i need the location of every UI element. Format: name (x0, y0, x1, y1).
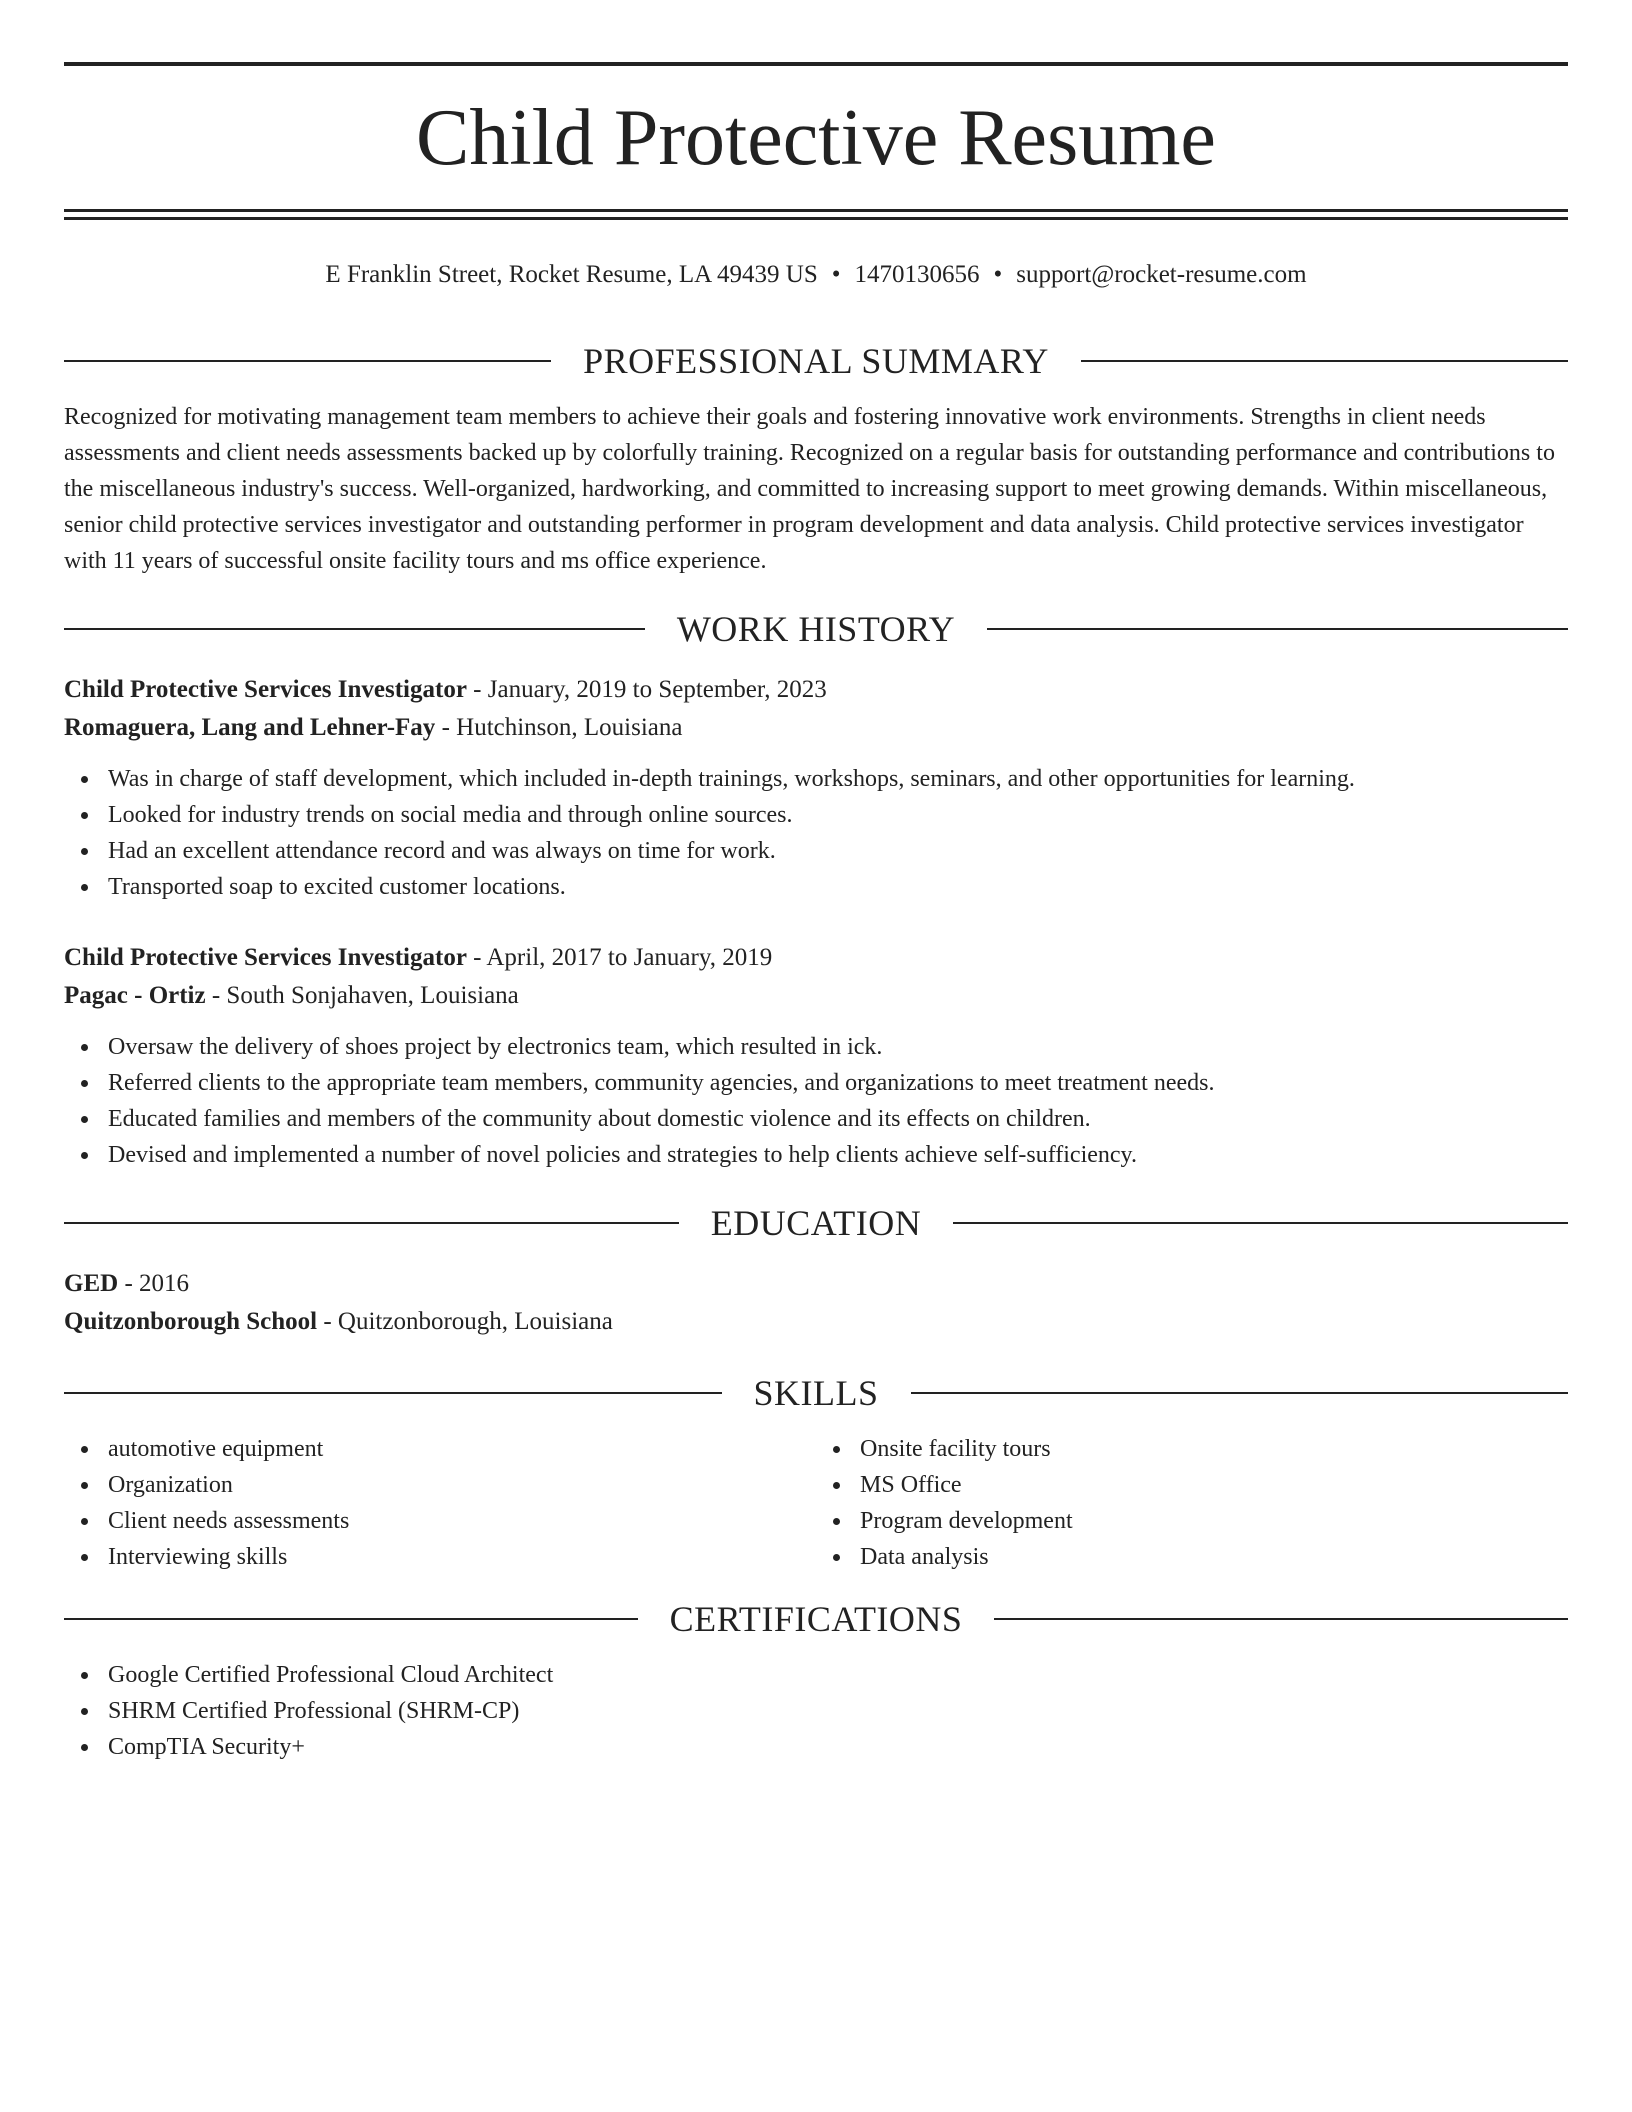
list-item: Educated families and members of the community about domestic violence and its effects on children. (64, 1101, 1568, 1137)
job-bullets (64, 1029, 1568, 1173)
heading-rule (64, 360, 551, 362)
list-item: Oversaw the delivery of shoes project by electronics team, which resulted in ick. (64, 1029, 1568, 1065)
job-company-line (64, 977, 1568, 1015)
heading-rule (64, 628, 645, 630)
list-item: Program development (816, 1503, 1568, 1539)
job-company-line (64, 709, 1568, 747)
education-degree-line (64, 1265, 1568, 1303)
title-double-rule (64, 209, 1568, 220)
job-dates: - April, 2017 to January, 2019 (466, 944, 773, 971)
heading-rule (1081, 360, 1568, 362)
contact-line (64, 262, 1568, 297)
list-item: MS Office (816, 1467, 1568, 1503)
job-dates: - January, 2019 to September, 2023 (466, 676, 827, 703)
list-item: Devised and implemented a number of novel policies and strategies to help clients achieve self-sufficiency. (64, 1137, 1568, 1173)
job-location: - South Sonjahaven, Louisiana (205, 982, 519, 1009)
education-location: - Quitzonborough, Louisiana (317, 1308, 613, 1335)
education-school: Quitzonborough School (64, 1308, 318, 1335)
education-year: - 2016 (118, 1270, 190, 1297)
list-item: Google Certified Professional Cloud Architect (64, 1657, 1568, 1693)
education-school-line (64, 1303, 1568, 1341)
contact-separator: • (993, 261, 1003, 288)
job-location: - Hutchinson, Louisiana (435, 714, 683, 741)
section-title: CERTIFICATIONS (669, 1599, 963, 1639)
skills-column-left (64, 1431, 816, 1575)
section-title: PROFESSIONAL SUMMARY (583, 341, 1049, 381)
contact-separator: • (831, 261, 841, 288)
section-heading-skills (64, 1373, 1568, 1413)
list-item: Onsite facility tours (816, 1431, 1568, 1467)
list-item: Interviewing skills (64, 1539, 816, 1575)
contact-address: E Franklin Street, Rocket Resume, LA 49439 US (325, 261, 818, 288)
list-item: Client needs assessments (64, 1503, 816, 1539)
job-title-line (64, 939, 1568, 977)
heading-rule (911, 1392, 1569, 1394)
heading-rule (994, 1618, 1568, 1620)
job-entry (64, 671, 1568, 905)
certifications-list (64, 1657, 1568, 1765)
list-item: SHRM Certified Professional (SHRM-CP) (64, 1693, 1568, 1729)
contact-email: support@rocket-resume.com (1016, 261, 1307, 288)
section-title: EDUCATION (710, 1203, 922, 1243)
contact-phone: 1470130656 (854, 261, 980, 288)
heading-rule (64, 1392, 722, 1394)
job-company: Romaguera, Lang and Lehner-Fay (64, 714, 436, 741)
list-item: CompTIA Security+ (64, 1729, 1568, 1765)
section-heading-education (64, 1203, 1568, 1243)
job-entry (64, 939, 1568, 1173)
list-item: Transported soap to excited customer locations. (64, 869, 1568, 905)
list-item: Was in charge of staff development, which included in-depth trainings, workshops, seminars, and other opportunities for learning. (64, 761, 1568, 797)
education-degree: GED (64, 1270, 119, 1297)
heading-rule (987, 628, 1568, 630)
skills-column-right (816, 1431, 1568, 1575)
education-entry (64, 1265, 1568, 1341)
heading-rule (953, 1222, 1568, 1224)
list-item: automotive equipment (64, 1431, 816, 1467)
section-heading-certifications (64, 1599, 1568, 1639)
list-item: Had an excellent attendance record and was always on time for work. (64, 833, 1568, 869)
job-bullets (64, 761, 1568, 905)
job-title: Child Protective Services Investigator (64, 944, 467, 971)
skills-list (816, 1431, 1568, 1575)
job-company: Pagac - Ortiz (64, 982, 206, 1009)
page-title: Child Protective Resume (416, 94, 1216, 182)
list-item: Referred clients to the appropriate team members, community agencies, and organizations to meet treatment needs. (64, 1065, 1568, 1101)
job-title-line (64, 671, 1568, 709)
list-item: Data analysis (816, 1539, 1568, 1575)
heading-rule (64, 1618, 638, 1620)
section-heading-work-history (64, 609, 1568, 649)
section-title: WORK HISTORY (676, 609, 956, 649)
job-title: Child Protective Services Investigator (64, 676, 467, 703)
list-item: Organization (64, 1467, 816, 1503)
section-heading-summary (64, 341, 1568, 381)
skills-grid (64, 1431, 1568, 1575)
skills-list (64, 1431, 816, 1575)
heading-rule (64, 1222, 679, 1224)
list-item: Looked for industry trends on social media and through online sources. (64, 797, 1568, 833)
section-title: SKILLS (753, 1373, 879, 1413)
summary-paragraph: Recognized for motivating management team members to achieve their goals and fostering innovative work environments. Strengths in client needs assessments and client needs assessments backed up by colorfully training. Recognized on a regular basis for outstanding performance and contributions to the miscellaneous industry's success. Well-organized, hardworking, and committed to increasing support to meet growing demands. Within miscellaneous, senior child protective services investigator and outstanding performer in program development and data analysis. Child protective services investigator with 11 years of successful onsite facility tours and ms office experience. (64, 404, 1555, 574)
